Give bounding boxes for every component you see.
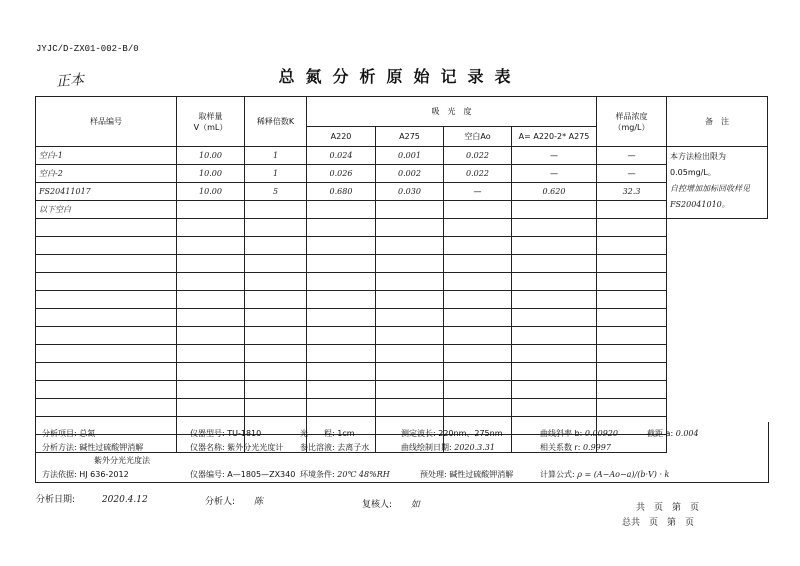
path-label: 光 程: [300, 429, 335, 438]
empty-cell [307, 345, 376, 363]
table-row [36, 183, 768, 201]
cell-volume: 10.00 [177, 165, 245, 183]
empty-cell [444, 291, 512, 309]
wavelength-value: 220nm、275nm [438, 429, 503, 438]
empty-row [36, 273, 768, 291]
empty-cell [376, 273, 444, 291]
empty-cell [307, 219, 376, 237]
header-blank: 空白Ao [444, 127, 512, 147]
empty-cell [36, 255, 177, 273]
remarks-cell: 本方法检出限为 0.05mg/L。 自控增加加标回收样见 FS20041010。 [667, 147, 768, 219]
empty-cell [444, 399, 512, 417]
original-stamp: 正本 [55, 72, 85, 90]
empty-cell [444, 327, 512, 345]
empty-cell [177, 273, 245, 291]
empty-cell [376, 345, 444, 363]
cell-blank: 0.022 [444, 147, 512, 165]
environment-value: 20℃ 48%RH [337, 470, 390, 479]
empty-cell [177, 237, 245, 255]
reviewer-signature: 如 [410, 500, 420, 510]
empty-row [36, 363, 768, 381]
cell-sample-id: 空白-1 [36, 147, 177, 165]
empty-cell [36, 309, 177, 327]
empty-cell [245, 363, 307, 381]
empty-cell [307, 381, 376, 399]
empty-cell [245, 399, 307, 417]
empty-cell [597, 309, 667, 327]
cell-concentration: — [597, 165, 667, 183]
empty-cell [245, 273, 307, 291]
empty-cell [307, 237, 376, 255]
cell-sample-id: 以下空白 [36, 201, 177, 219]
correlation-label: 相关系数 r: [540, 443, 581, 452]
analyst-signature: 陈 [253, 497, 263, 507]
reviewer-label: 复核人: [362, 500, 393, 510]
empty-row [36, 399, 768, 417]
empty-cell [245, 237, 307, 255]
table-row [36, 201, 768, 219]
empty-cell [36, 219, 177, 237]
cell-a275: 0.002 [376, 165, 444, 183]
model-value: TU-1810 [227, 429, 262, 438]
empty-cell [444, 345, 512, 363]
empty-cell [444, 237, 512, 255]
header-absorbance: 吸 光 度 [307, 97, 597, 127]
empty-cell [597, 255, 667, 273]
empty-row [36, 327, 768, 345]
empty-cell [512, 291, 597, 309]
page-count: 共 页 第 页 [636, 503, 700, 513]
cell-a275: 0.030 [376, 183, 444, 201]
empty-cell [245, 219, 307, 237]
empty-cell [444, 219, 512, 237]
empty-cell [307, 255, 376, 273]
empty-cell [307, 273, 376, 291]
empty-cell [36, 363, 177, 381]
instrument-no-value: A—1805—ZX340 [227, 470, 296, 479]
empty-cell [376, 255, 444, 273]
model-label: 仪器型号: [190, 429, 225, 438]
empty-row [36, 309, 768, 327]
empty-cell [376, 363, 444, 381]
header-dilution: 稀释倍数K [245, 97, 307, 147]
empty-cell [177, 219, 245, 237]
cell-a220: 0.680 [307, 183, 376, 201]
header-concentration: 样品浓度 （mg/L） [597, 97, 667, 147]
page-total: 总共 页 第 页 [622, 518, 695, 528]
empty-cell [512, 219, 597, 237]
empty-cell [444, 273, 512, 291]
cell-a275 [376, 201, 444, 219]
empty-cell [597, 291, 667, 309]
cell-volume: 10.00 [177, 147, 245, 165]
empty-cell [36, 327, 177, 345]
empty-cell [597, 363, 667, 381]
empty-cell [177, 309, 245, 327]
header-a220: A220 [307, 127, 376, 147]
pretreatment-value: 碱性过硫酸钾消解 [449, 470, 514, 479]
basis-label: 方法依据: [42, 470, 77, 479]
page-title: 总氮分析原始记录表 [278, 67, 522, 86]
method-label: 分析方法: [42, 443, 77, 452]
empty-cell [177, 363, 245, 381]
empty-cell [245, 345, 307, 363]
empty-cell [512, 381, 597, 399]
formula-label: 计算公式: [540, 470, 575, 479]
empty-cell [245, 309, 307, 327]
empty-cell [177, 399, 245, 417]
header-a-calc: A= A220-2* A275 [512, 127, 597, 147]
cell-dilution [245, 201, 307, 219]
empty-cell [597, 237, 667, 255]
cell-dilution: 1 [245, 165, 307, 183]
empty-cell [376, 291, 444, 309]
item-label: 分析项目: [42, 429, 77, 438]
cell-a275: 0.001 [376, 147, 444, 165]
environment-label: 环境条件: [300, 470, 335, 479]
analysis-date-value: 2020.4.12 [101, 495, 148, 505]
empty-cell [307, 309, 376, 327]
cell-blank: 0.022 [444, 165, 512, 183]
cell-blank [444, 201, 512, 219]
empty-cell [245, 327, 307, 345]
empty-cell [444, 255, 512, 273]
intercept-value: 0.004 [675, 429, 699, 438]
item-value: 总氮 [79, 429, 96, 438]
empty-cell [36, 399, 177, 417]
header-remarks: 备 注 [667, 97, 768, 147]
empty-row [36, 345, 768, 363]
empty-cell [36, 273, 177, 291]
empty-cell [512, 327, 597, 345]
empty-cell [597, 381, 667, 399]
analyst-label: 分析人: [205, 497, 236, 507]
cell-sample-id: FS20411017 [36, 183, 177, 201]
record-table [35, 96, 768, 453]
instrument-no-label: 仪器编号: [190, 470, 225, 479]
cell-concentration: 32.3 [597, 183, 667, 201]
empty-cell [177, 255, 245, 273]
empty-cell [512, 255, 597, 273]
empty-row [36, 291, 768, 309]
path-value: 1cm [337, 429, 355, 438]
cell-a220: 0.026 [307, 165, 376, 183]
empty-cell [376, 309, 444, 327]
table-row [36, 165, 768, 183]
cell-a220 [307, 201, 376, 219]
cell-a: 0.620 [512, 183, 597, 201]
document-id: JYJC/D-ZX01-002-B/0 [36, 44, 139, 54]
empty-cell [376, 327, 444, 345]
empty-row [36, 237, 768, 255]
cell-volume: 10.00 [177, 183, 245, 201]
empty-cell [444, 381, 512, 399]
header-a275: A275 [376, 127, 444, 147]
empty-cell [245, 255, 307, 273]
instrument-value: 紫外分光光度计 [227, 443, 284, 452]
intercept-label: 截距 a: [647, 429, 674, 438]
empty-cell [177, 327, 245, 345]
empty-cell [444, 309, 512, 327]
empty-cell [36, 381, 177, 399]
empty-cell [177, 291, 245, 309]
empty-cell [177, 381, 245, 399]
empty-cell [512, 237, 597, 255]
cell-a220: 0.024 [307, 147, 376, 165]
empty-cell [512, 273, 597, 291]
cell-sample-id: 空白-2 [36, 165, 177, 183]
empty-row [36, 255, 768, 273]
empty-cell [36, 291, 177, 309]
method-value-2: 紫外分光光度法 [94, 456, 150, 465]
method-value: 碱性过硫酸钾消解 [79, 443, 144, 452]
empty-cell [512, 309, 597, 327]
empty-cell [245, 381, 307, 399]
empty-cell [512, 399, 597, 417]
empty-row [36, 381, 768, 399]
empty-cell [597, 273, 667, 291]
empty-cell [307, 291, 376, 309]
instrument-label: 仪器名称: [190, 443, 225, 452]
analysis-date-label: 分析日期: [36, 495, 76, 505]
wavelength-label: 测定波长: [401, 429, 436, 438]
cell-concentration: — [597, 147, 667, 165]
empty-cell [177, 345, 245, 363]
empty-cell [307, 327, 376, 345]
empty-cell [376, 219, 444, 237]
cell-dilution: 5 [245, 183, 307, 201]
empty-cell [444, 363, 512, 381]
empty-cell [597, 399, 667, 417]
empty-cell [376, 399, 444, 417]
pretreatment-label: 预处理: [420, 470, 447, 479]
empty-cell [597, 327, 667, 345]
empty-cell [376, 237, 444, 255]
correlation-value: 0.9997 [582, 443, 611, 452]
reference-value: 去离子水 [337, 443, 370, 452]
empty-cell [245, 291, 307, 309]
slope-label: 曲线斜率 b: [540, 429, 583, 438]
cell-blank: — [444, 183, 512, 201]
table-row [36, 147, 768, 165]
empty-cell [307, 363, 376, 381]
cell-dilution: 1 [245, 147, 307, 165]
header-volume: 取样量 V（mL） [177, 97, 245, 147]
cell-concentration [597, 201, 667, 219]
empty-row [36, 219, 768, 237]
curve-date-label: 曲线绘制日期: [401, 443, 452, 452]
empty-cell [597, 219, 667, 237]
empty-cell [36, 345, 177, 363]
cell-a: — [512, 147, 597, 165]
empty-cell [36, 237, 177, 255]
empty-cell [307, 399, 376, 417]
basis-value: HJ 636-2012 [79, 470, 129, 479]
footer-info [35, 422, 769, 483]
curve-date-value: 2020.3.31 [454, 443, 495, 452]
empty-cell [376, 381, 444, 399]
cell-a: — [512, 165, 597, 183]
slope-value: 0.00920 [584, 429, 618, 438]
empty-cell [512, 363, 597, 381]
empty-cell [512, 345, 597, 363]
formula-value: ρ = (A−Ao−a)/(b·V) · k [577, 470, 670, 479]
cell-volume [177, 201, 245, 219]
cell-a [512, 201, 597, 219]
reference-label: 参比溶液: [300, 443, 335, 452]
header-sample-id: 样品编号 [36, 97, 177, 147]
empty-cell [597, 345, 667, 363]
